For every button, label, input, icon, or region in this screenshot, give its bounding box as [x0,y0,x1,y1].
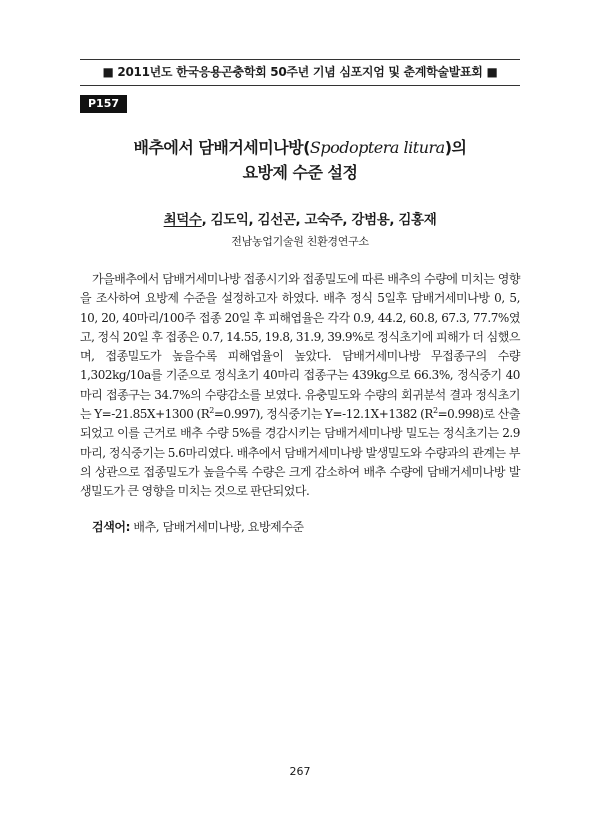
abstract-part-2: =0.997), 정식중기는 Y=-12.1X+1382 (R [213,407,433,422]
authors [80,208,520,228]
header-bottom-rule [80,85,520,86]
title-line-2: 요방제 수준 설정 [242,163,358,182]
scientific-name: Spodoptera litura [309,138,445,157]
keywords-label: 검색어: [92,520,130,534]
title-prefix: 배추에서 담배거세미나방( [133,138,310,157]
first-author: 최덕수 [163,212,202,228]
paper-id-badge: P157 [80,95,127,113]
abstract-part-3: =0.998)로 산출되었고 이를 근거로 배추 수량 5%를 경감시키는 담배거세미나방 밀도는 정식초기는 2.9마리, 정식중기는 5.6마리였다. 배추에서 담배거세미나방 발생밀도와 수량과의 관계는 부의 상관으로 접종밀도가 높을수록 수량은 크게 감소하여 배추 수량에 담배거세미나방 발생밀도가 큰 영향을 미치는 것으로 판단되었다. [80,407,520,499]
title-suffix: )의 [444,138,467,157]
keywords [80,518,520,535]
abstract [80,270,520,502]
co-authors: , 김도익, 김선곤, 고숙주, 강범용, 김홍재 [201,212,437,228]
r-squared-exponent-2: 2 [432,406,438,416]
keywords-text: 배추, 담배거세미나방, 요방제수준 [129,520,304,534]
page-number: 267 [289,765,311,778]
conference-header: ■ 2011년도 한국응용곤충학회 50주년 기념 심포지엄 및 춘계학술발표회 ■ [102,65,498,79]
r-squared-exponent-1: 2 [209,406,214,416]
header-top-rule [80,59,520,60]
affiliation: 전남농업기술원 친환경연구소 [231,235,369,248]
abstract-part-1: 가을배추에서 담배거세미나방 접종시기와 접종밀도에 따른 배추의 수량에 미치는 영향을 조사하여 요방제 수준을 설정하고자 하였다. 배추 정식 5일후 담배거세미나방 0, 5, 10, 20, 40마리/100주 접종 20일 후 피해엽율은 각각 0.9, 44.2, 60.8, 67.3, 77.7%였고, 정식 20일 후 접종은 0.7, 14.55, 19.8, 31.9, 39.9%로 정식초기에 피해가 더 심했으며, 접종밀도가 높을수록 피해엽율이 높았다. 담배거세미나방 무접종구의 수량 1,302kg/10a를 기준으로 정식초기 40마리 접종구는 439kg으로 66.3%, 정식중기 40마리 접종구는 34.7%의 수량감소를 보였다. 유충밀도와 수량의 회귀분석 결과 정식초기는 Y=-21.85X+1300 (R [80,272,520,422]
title-line-1 [80,135,520,158]
